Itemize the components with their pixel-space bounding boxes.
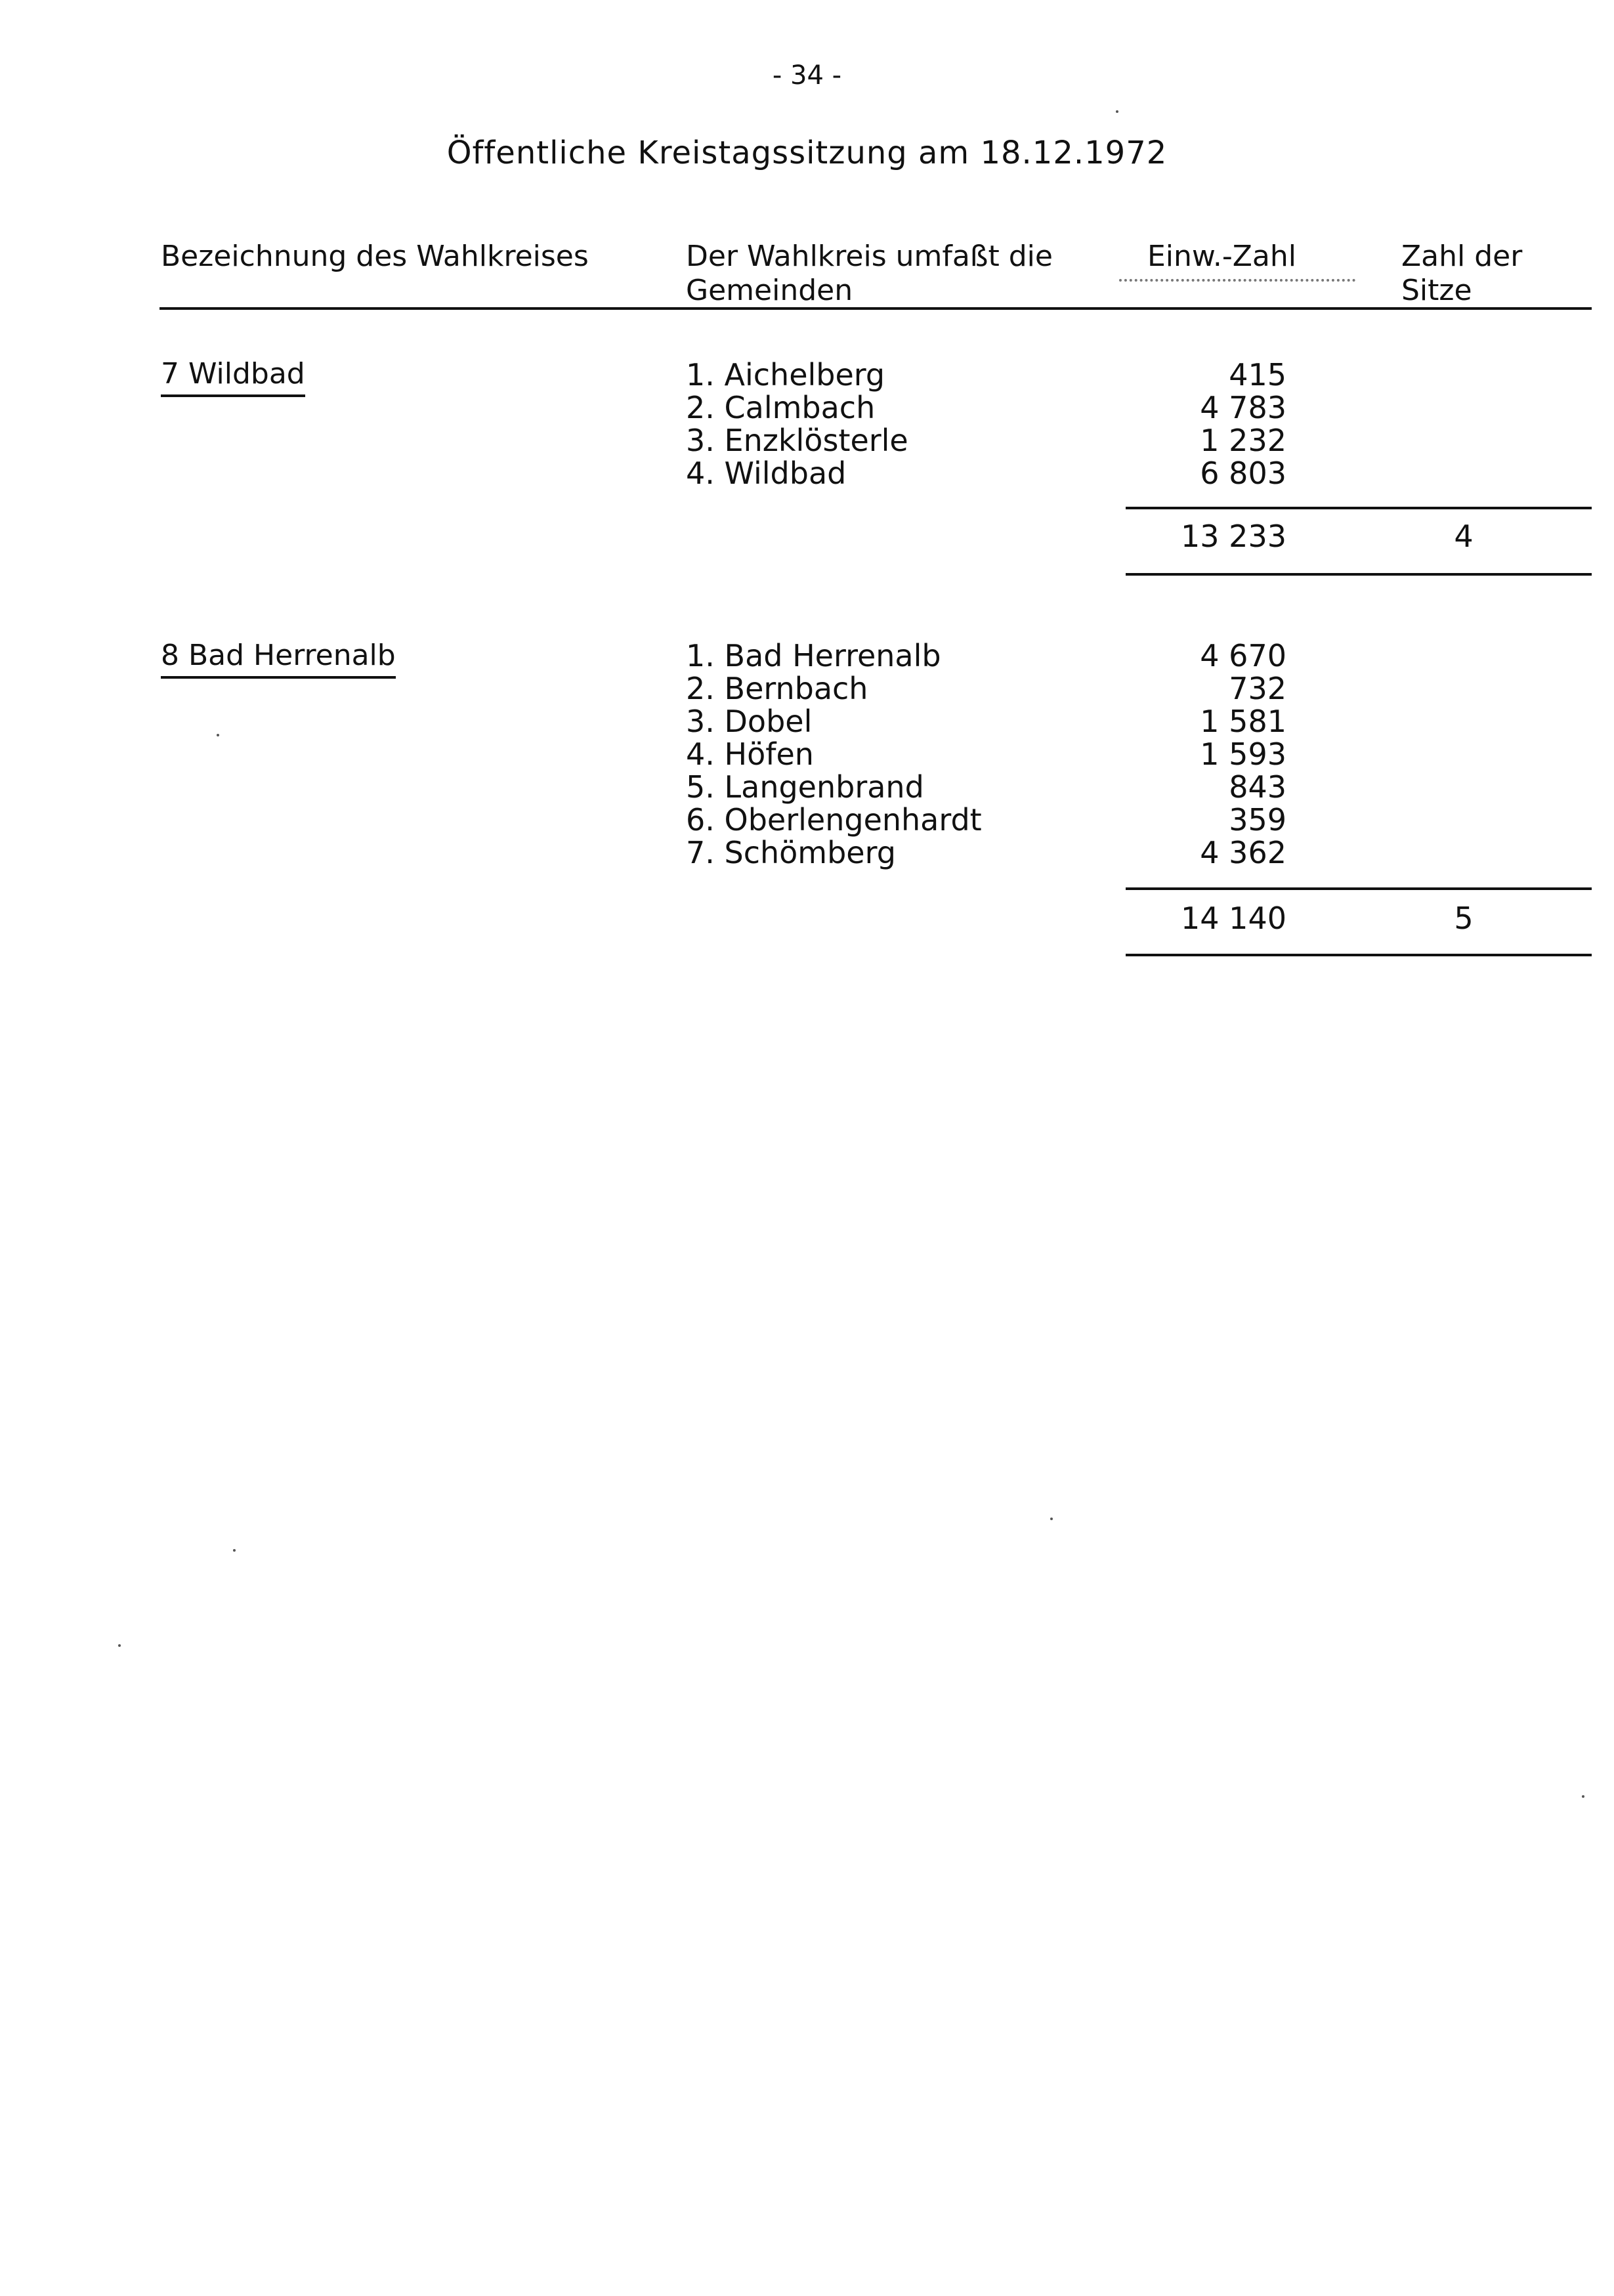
subtotal-rule-top: [1126, 887, 1592, 890]
subtotal-rule-top: [1126, 507, 1592, 509]
header-seats: [1401, 240, 1522, 308]
population-value: 4 670: [1200, 638, 1286, 673]
population-value: 1 581: [1200, 704, 1286, 739]
header-seats-line2: Sitze: [1401, 274, 1472, 307]
municipality-row: 1. Bad Herrenalb: [686, 638, 941, 673]
population-value: 1 232: [1200, 423, 1286, 458]
population-value: 1 593: [1200, 736, 1286, 772]
document-title: Öffentliche Kreistagssitzung am 18.12.1972: [446, 135, 1168, 171]
scan-speck: [1050, 1518, 1053, 1520]
population-value: 4 362: [1200, 835, 1286, 870]
scan-speck: [1116, 110, 1118, 113]
population-value: 359: [1229, 802, 1286, 838]
population-total: 13 233: [1181, 519, 1286, 554]
population-total: 14 140: [1181, 901, 1286, 936]
municipality-row: 7. Schömberg: [686, 835, 896, 870]
municipality-row: 2. Calmbach: [686, 390, 876, 425]
municipality-row: 6. Oberlengenhardt: [686, 802, 982, 838]
population-value: 732: [1229, 671, 1286, 706]
population-value: 843: [1229, 769, 1286, 805]
header-seats-line1: Zahl der: [1401, 240, 1523, 273]
header-municipalities-line1: Der Wahlkreis umfaßt die: [686, 240, 1053, 273]
district-name: 8 Bad Herrenalb: [161, 639, 396, 679]
municipality-row: 4. Höfen: [686, 736, 814, 772]
municipality-row: 4. Wildbad: [686, 456, 847, 491]
subtotal-rule-bottom: [1126, 954, 1592, 956]
municipality-row: 3. Enzklösterle: [686, 423, 908, 458]
header-dotted-mark: [1119, 279, 1355, 282]
header-municipalities: [686, 240, 1053, 308]
scan-speck: [118, 1644, 121, 1647]
scan-speck: [1582, 1795, 1584, 1798]
subtotal-rule-bottom: [1126, 573, 1592, 576]
scan-speck: [233, 1549, 236, 1552]
population-value: 415: [1229, 357, 1286, 393]
population-value: 6 803: [1200, 456, 1286, 491]
header-municipalities-line2: Gemeinden: [686, 274, 853, 307]
population-value: 4 783: [1200, 390, 1286, 425]
seat-count: 5: [1454, 901, 1474, 936]
municipality-row: 2. Bernbach: [686, 671, 868, 706]
district-name: 7 Wildbad: [161, 358, 305, 397]
header-rule: [159, 307, 1592, 310]
municipality-row: 3. Dobel: [686, 704, 813, 739]
municipality-row: 1. Aichelberg: [686, 357, 885, 393]
header-district-name: Bezeichnung des Wahlkreises: [161, 240, 589, 273]
seat-count: 4: [1454, 519, 1474, 554]
header-population: Einw.-Zahl: [1147, 240, 1296, 273]
municipality-row: 5. Langenbrand: [686, 769, 924, 805]
page-number: - 34 -: [772, 60, 842, 91]
scan-speck: [217, 734, 219, 736]
